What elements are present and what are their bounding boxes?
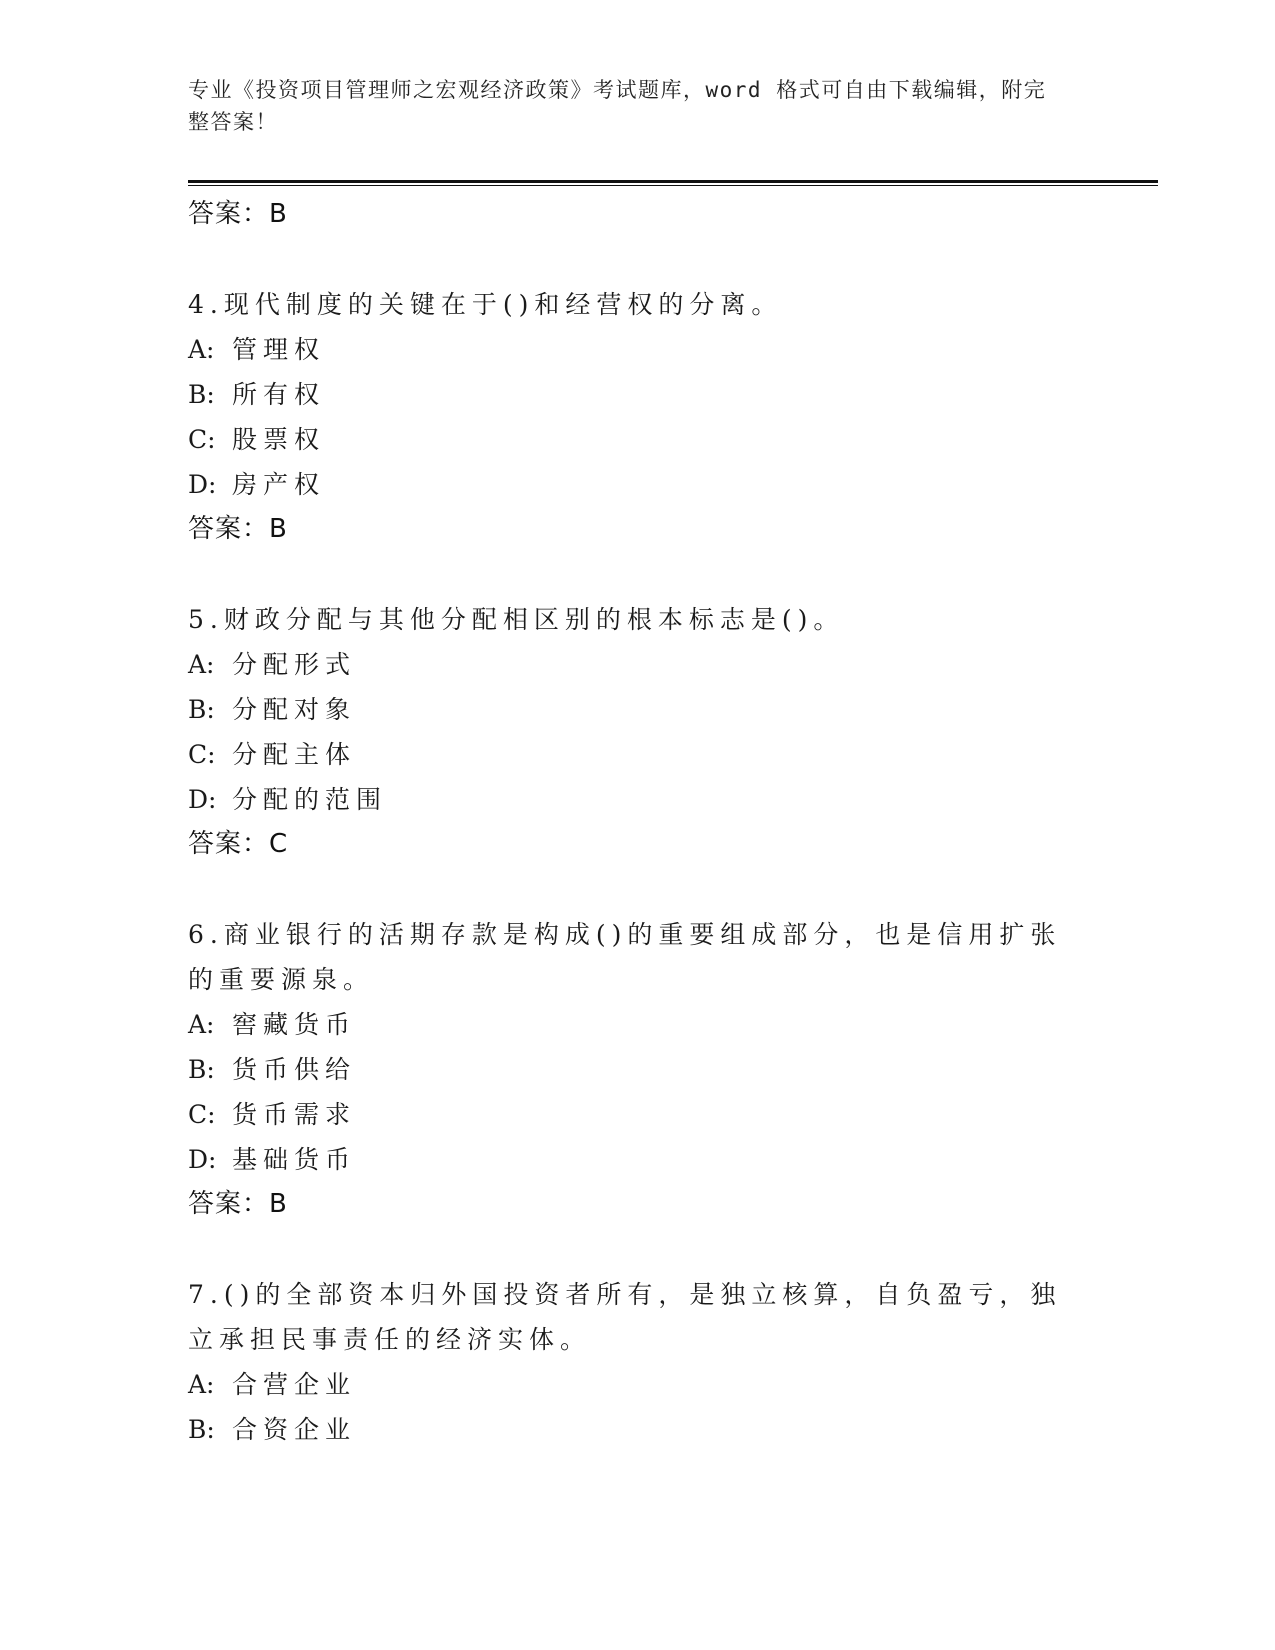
option-key: A: — [188, 1370, 215, 1399]
option-a — [188, 1002, 1088, 1047]
option-b — [188, 372, 1088, 417]
header-divider — [188, 180, 1158, 183]
option-text: 房产权 — [232, 470, 326, 499]
answer-line: 答案：B — [188, 514, 288, 544]
option-b — [188, 687, 1088, 732]
option-text: 货币供给 — [232, 1055, 357, 1084]
option-key: B: — [188, 695, 215, 724]
question-block — [188, 282, 1088, 551]
option-text: 管理权 — [232, 335, 326, 364]
answer-line: 答案：B — [188, 199, 288, 229]
header-divider-thin — [188, 185, 1158, 186]
option-key: B: — [188, 1055, 215, 1084]
question-list — [188, 192, 1088, 1452]
option-key: D: — [188, 1145, 217, 1174]
option-d — [188, 462, 1088, 507]
option-key: B: — [188, 1415, 215, 1444]
option-d — [188, 1137, 1088, 1182]
option-a — [188, 642, 1088, 687]
question-text: 5.财政分配与其他分配相区别的根本标志是()。 — [188, 605, 845, 634]
option-key: C: — [188, 425, 216, 454]
option-d — [188, 777, 1088, 822]
option-c — [188, 732, 1088, 777]
question-block — [188, 912, 1088, 1226]
option-b — [188, 1407, 1088, 1452]
option-key: D: — [188, 470, 217, 499]
option-key: B: — [188, 380, 215, 409]
option-text: 分配主体 — [232, 740, 357, 769]
option-text: 合营企业 — [232, 1370, 357, 1399]
option-key: D: — [188, 785, 217, 814]
question-text: 7.()的全部资本归外国投资者所有，是独立核算，自负盈亏，独立承担民事责任的经济实体。 — [188, 1280, 1062, 1354]
document-intro: 专业《投资项目管理师之宏观经济政策》考试题库，word 格式可自由下载编辑，附完整答案！ — [188, 78, 1047, 134]
option-key: C: — [188, 740, 216, 769]
option-text: 基础货币 — [232, 1145, 357, 1174]
question-block — [188, 597, 1088, 866]
question-block — [188, 1272, 1088, 1452]
option-a — [188, 327, 1088, 372]
option-key: A: — [188, 1010, 215, 1039]
option-a — [188, 1362, 1088, 1407]
option-text: 股票权 — [232, 425, 326, 454]
option-b — [188, 1047, 1088, 1092]
question-text: 6.商业银行的活期存款是构成()的重要组成部分，也是信用扩张的重要源泉。 — [188, 920, 1062, 994]
option-key: A: — [188, 650, 215, 679]
option-c — [188, 417, 1088, 462]
option-text: 分配的范围 — [232, 785, 388, 814]
option-text: 窖藏货币 — [232, 1010, 357, 1039]
option-text: 货币需求 — [232, 1100, 357, 1129]
option-key: A: — [188, 335, 215, 364]
option-text: 分配形式 — [232, 650, 357, 679]
answer-line: 答案：C — [188, 829, 289, 859]
option-key: C: — [188, 1100, 216, 1129]
question-text: 4.现代制度的关键在于()和经营权的分离。 — [188, 290, 783, 319]
option-text: 分配对象 — [232, 695, 357, 724]
option-c — [188, 1092, 1088, 1137]
answer-line: 答案：B — [188, 1189, 288, 1219]
option-text: 所有权 — [232, 380, 326, 409]
option-text: 合资企业 — [232, 1415, 357, 1444]
